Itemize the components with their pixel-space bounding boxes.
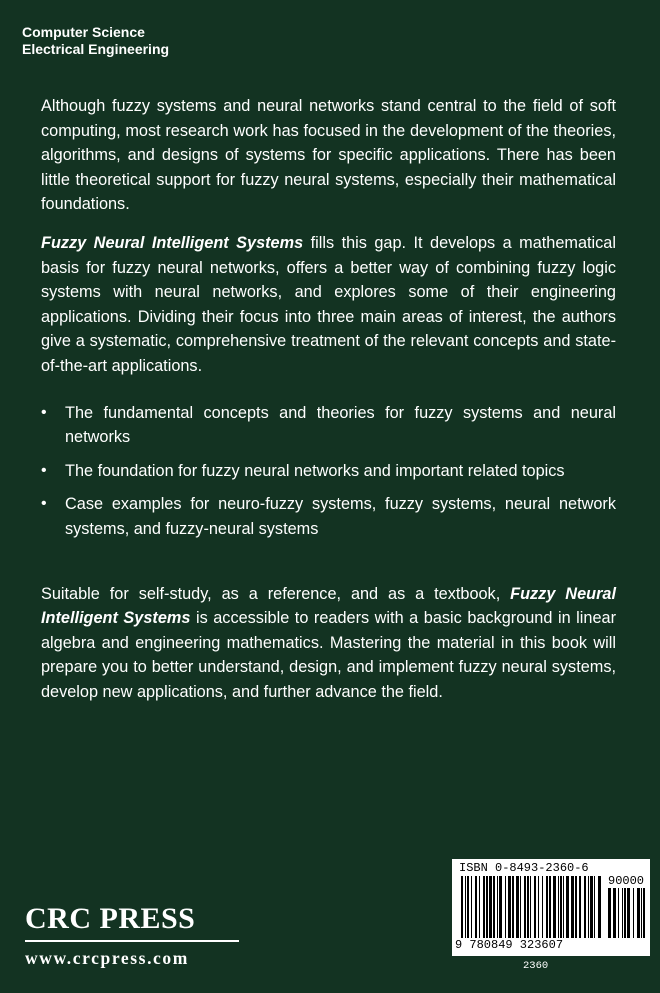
list-item-text: The fundamental concepts and theories for fuzzy systems and neural networks [65, 403, 616, 447]
publisher-name: CRC PRESS [25, 902, 196, 935]
addon-bars-icon [608, 888, 645, 938]
list-item [41, 492, 616, 541]
book-title-inline: Fuzzy Neural Intelligent Systems [41, 584, 616, 628]
bullet-icon: • [41, 461, 47, 479]
isbn-barcode [452, 859, 650, 956]
list-item-text: The foundation for fuzzy neural networks and important related topics [65, 461, 565, 480]
price-code: 2360 [523, 960, 549, 972]
topic-list [41, 401, 616, 542]
gap-paragraph-text: fills this gap. It develops a mathematical basis for fuzzy neural networks, offers a better way of combining fuzzy logic systems with neural networks, and explores some of their engineering applications. Dividing their focus into three main areas of interest, the authors give a systematic, comprehensive treatment of the relevant concepts and state-of-the-art applications. [41, 233, 616, 375]
list-item [41, 401, 616, 450]
isbn-number: ISBN 0-8493-2360-6 [459, 861, 589, 875]
bullet-icon: • [41, 495, 47, 513]
audience-paragraph [41, 582, 616, 705]
price-addon-digits: 90000 [608, 874, 645, 888]
barcode-bars-icon [461, 876, 603, 938]
list-item [41, 459, 616, 484]
category-electrical-engineering: Electrical Engineering [22, 41, 170, 57]
book-title-inline: Fuzzy Neural Intelligent Systems [41, 233, 304, 252]
back-cover-description [41, 94, 616, 704]
publisher-url: www.crcpress.com [25, 948, 189, 968]
audience-paragraph-lead: Suitable for self-study, as a reference, and as a textbook, [41, 584, 511, 603]
list-item-text: Case examples for neuro-fuzzy systems, fuzzy systems, neural network systems, and fuzzy-neural systems [65, 495, 616, 538]
publisher-divider [25, 940, 239, 942]
publisher-logo [25, 903, 239, 969]
category-computer-science: Computer Science [22, 24, 145, 40]
gap-paragraph [41, 231, 616, 379]
subject-categories [22, 24, 169, 58]
ean-digits: 9 780849 323607 [455, 938, 564, 952]
bullet-icon: • [41, 403, 47, 421]
intro-paragraph: Although fuzzy systems and neural networks stand central to the field of soft computing, most research work has focused in the development of the theories, algorithms, and designs of systems for specific applications. There has been little theoretical support for fuzzy neural systems, especially their mathematical foundations. [41, 97, 616, 214]
audience-paragraph-text: is accessible to readers with a basic background in linear algebra and engineering mathematics. Mastering the material in this book will prepare you to better understand, design, and implement fuzzy neural systems, develop new applications, and further advance the field. [41, 609, 616, 701]
